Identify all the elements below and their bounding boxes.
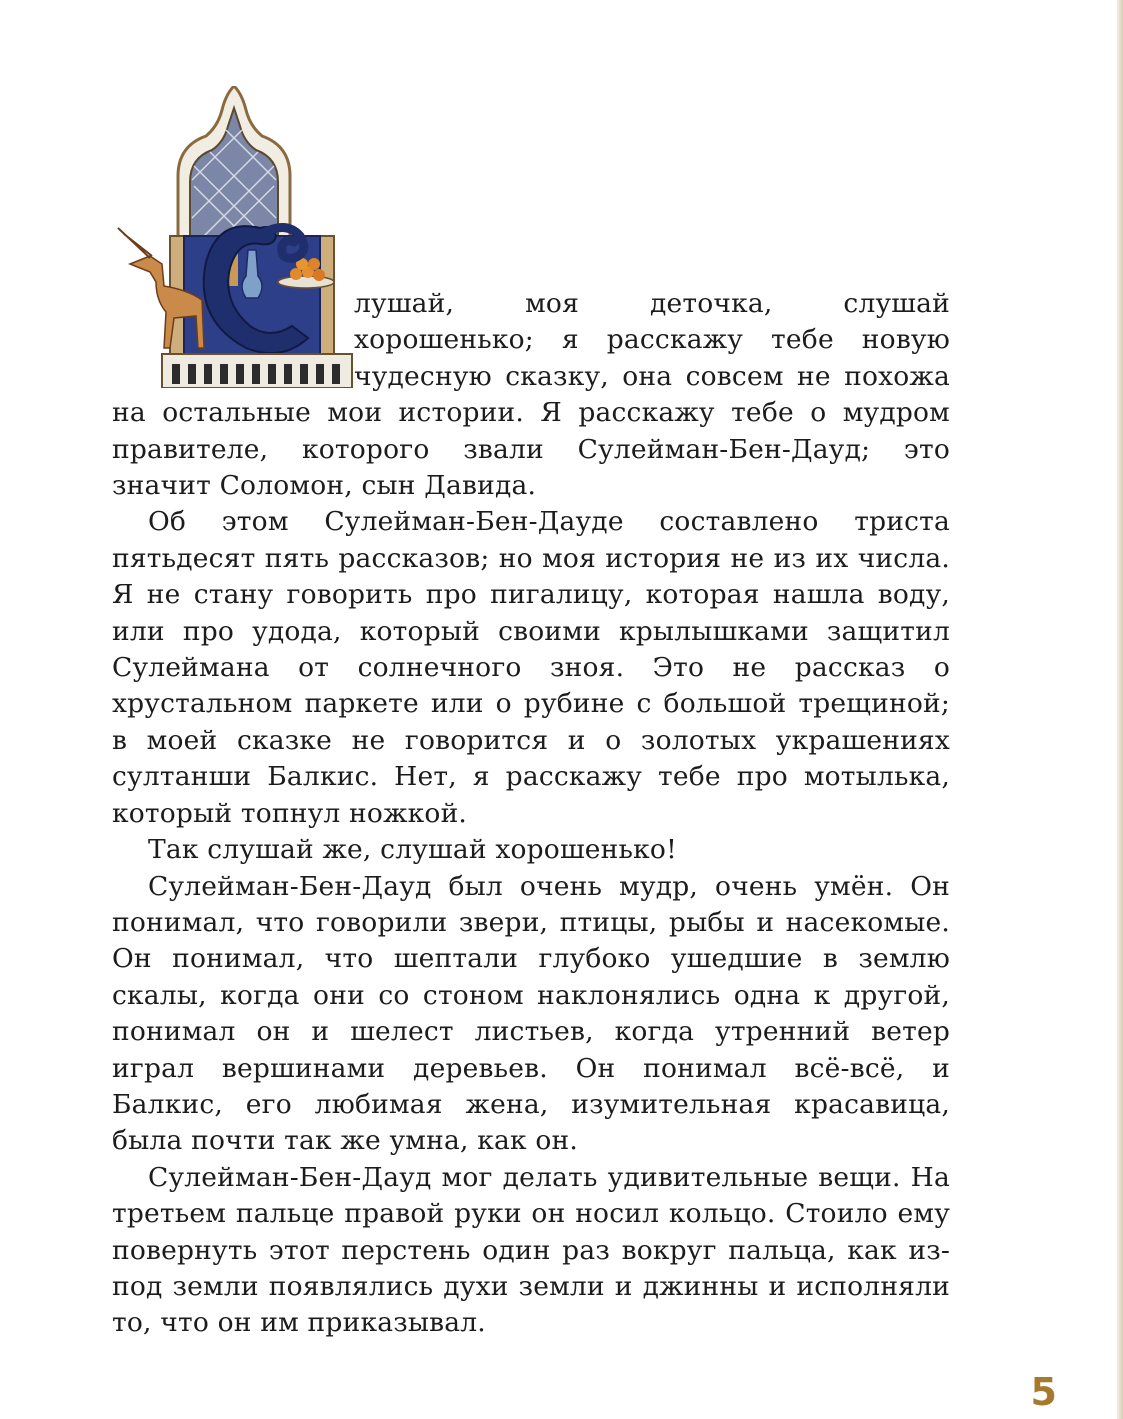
paragraph-1-text: лушай, моя деточка, слушай хорошенько; я расскажу тебе новую чудесную сказку, она совсем не похожа на остальные мои истории. Я расскажу тебе о мудром правителе, которого звали Сулейман-Бен-Дауд; это значит Соломон, сын Давида.	[112, 288, 950, 502]
paragraph-5: Сулейман-Бен-Дауд мог делать удивительные вещи. На третьем пальце правой руки он носил кольцо. Стоило ему повернуть этот перстень один раз вокруг пальца, как из-под земли появлялись духи земли и джинны и исполняли то, что он им приказывал.	[112, 1161, 950, 1339]
paragraph-4: Сулейман-Бен-Дауд был очень мудр, очень умён. Он понимал, что говорили звери, птицы, рыбы и насекомые. Он понимал, что шептали глубоко ушедшие в землю скалы, когда они со стоном наклонялись одна к другой, понимал он и шелест листьев, когда утренний ветер играл вершинами деревьев. Он понимал всё-всё, и Балкис, его любимая жена, изумительная красавица, была почти так же умна, как он.	[112, 870, 950, 1157]
story-text	[112, 286, 950, 1342]
deer-horns	[118, 228, 152, 258]
paragraph-2: Об этом Сулейман-Бен-Дауде составлено триста пятьдесят пять рассказов; но моя история не из их числа. Я не стану говорить про пигалицу, которая нашла воду, или про удода, который своими крылышками защитил Сулеймана от солнечного зноя. Это не рассказ о хрустальном паркете или о рубине с большой трещиной; в моей сказке не говорится и о золотых украшениях султанши Балкис. Нет, я расскажу тебе про мотылька, который топнул ножкой.	[112, 506, 950, 829]
drop-cap-space	[112, 286, 352, 394]
paragraph-1	[112, 286, 950, 504]
fruit	[313, 269, 325, 281]
page-number: 5	[1030, 1370, 1057, 1414]
page-edge	[1117, 0, 1123, 1419]
paragraph-3: Так слушай же, слушай хорошенько!	[148, 834, 677, 866]
fruit	[308, 258, 320, 270]
fruit	[290, 268, 302, 280]
